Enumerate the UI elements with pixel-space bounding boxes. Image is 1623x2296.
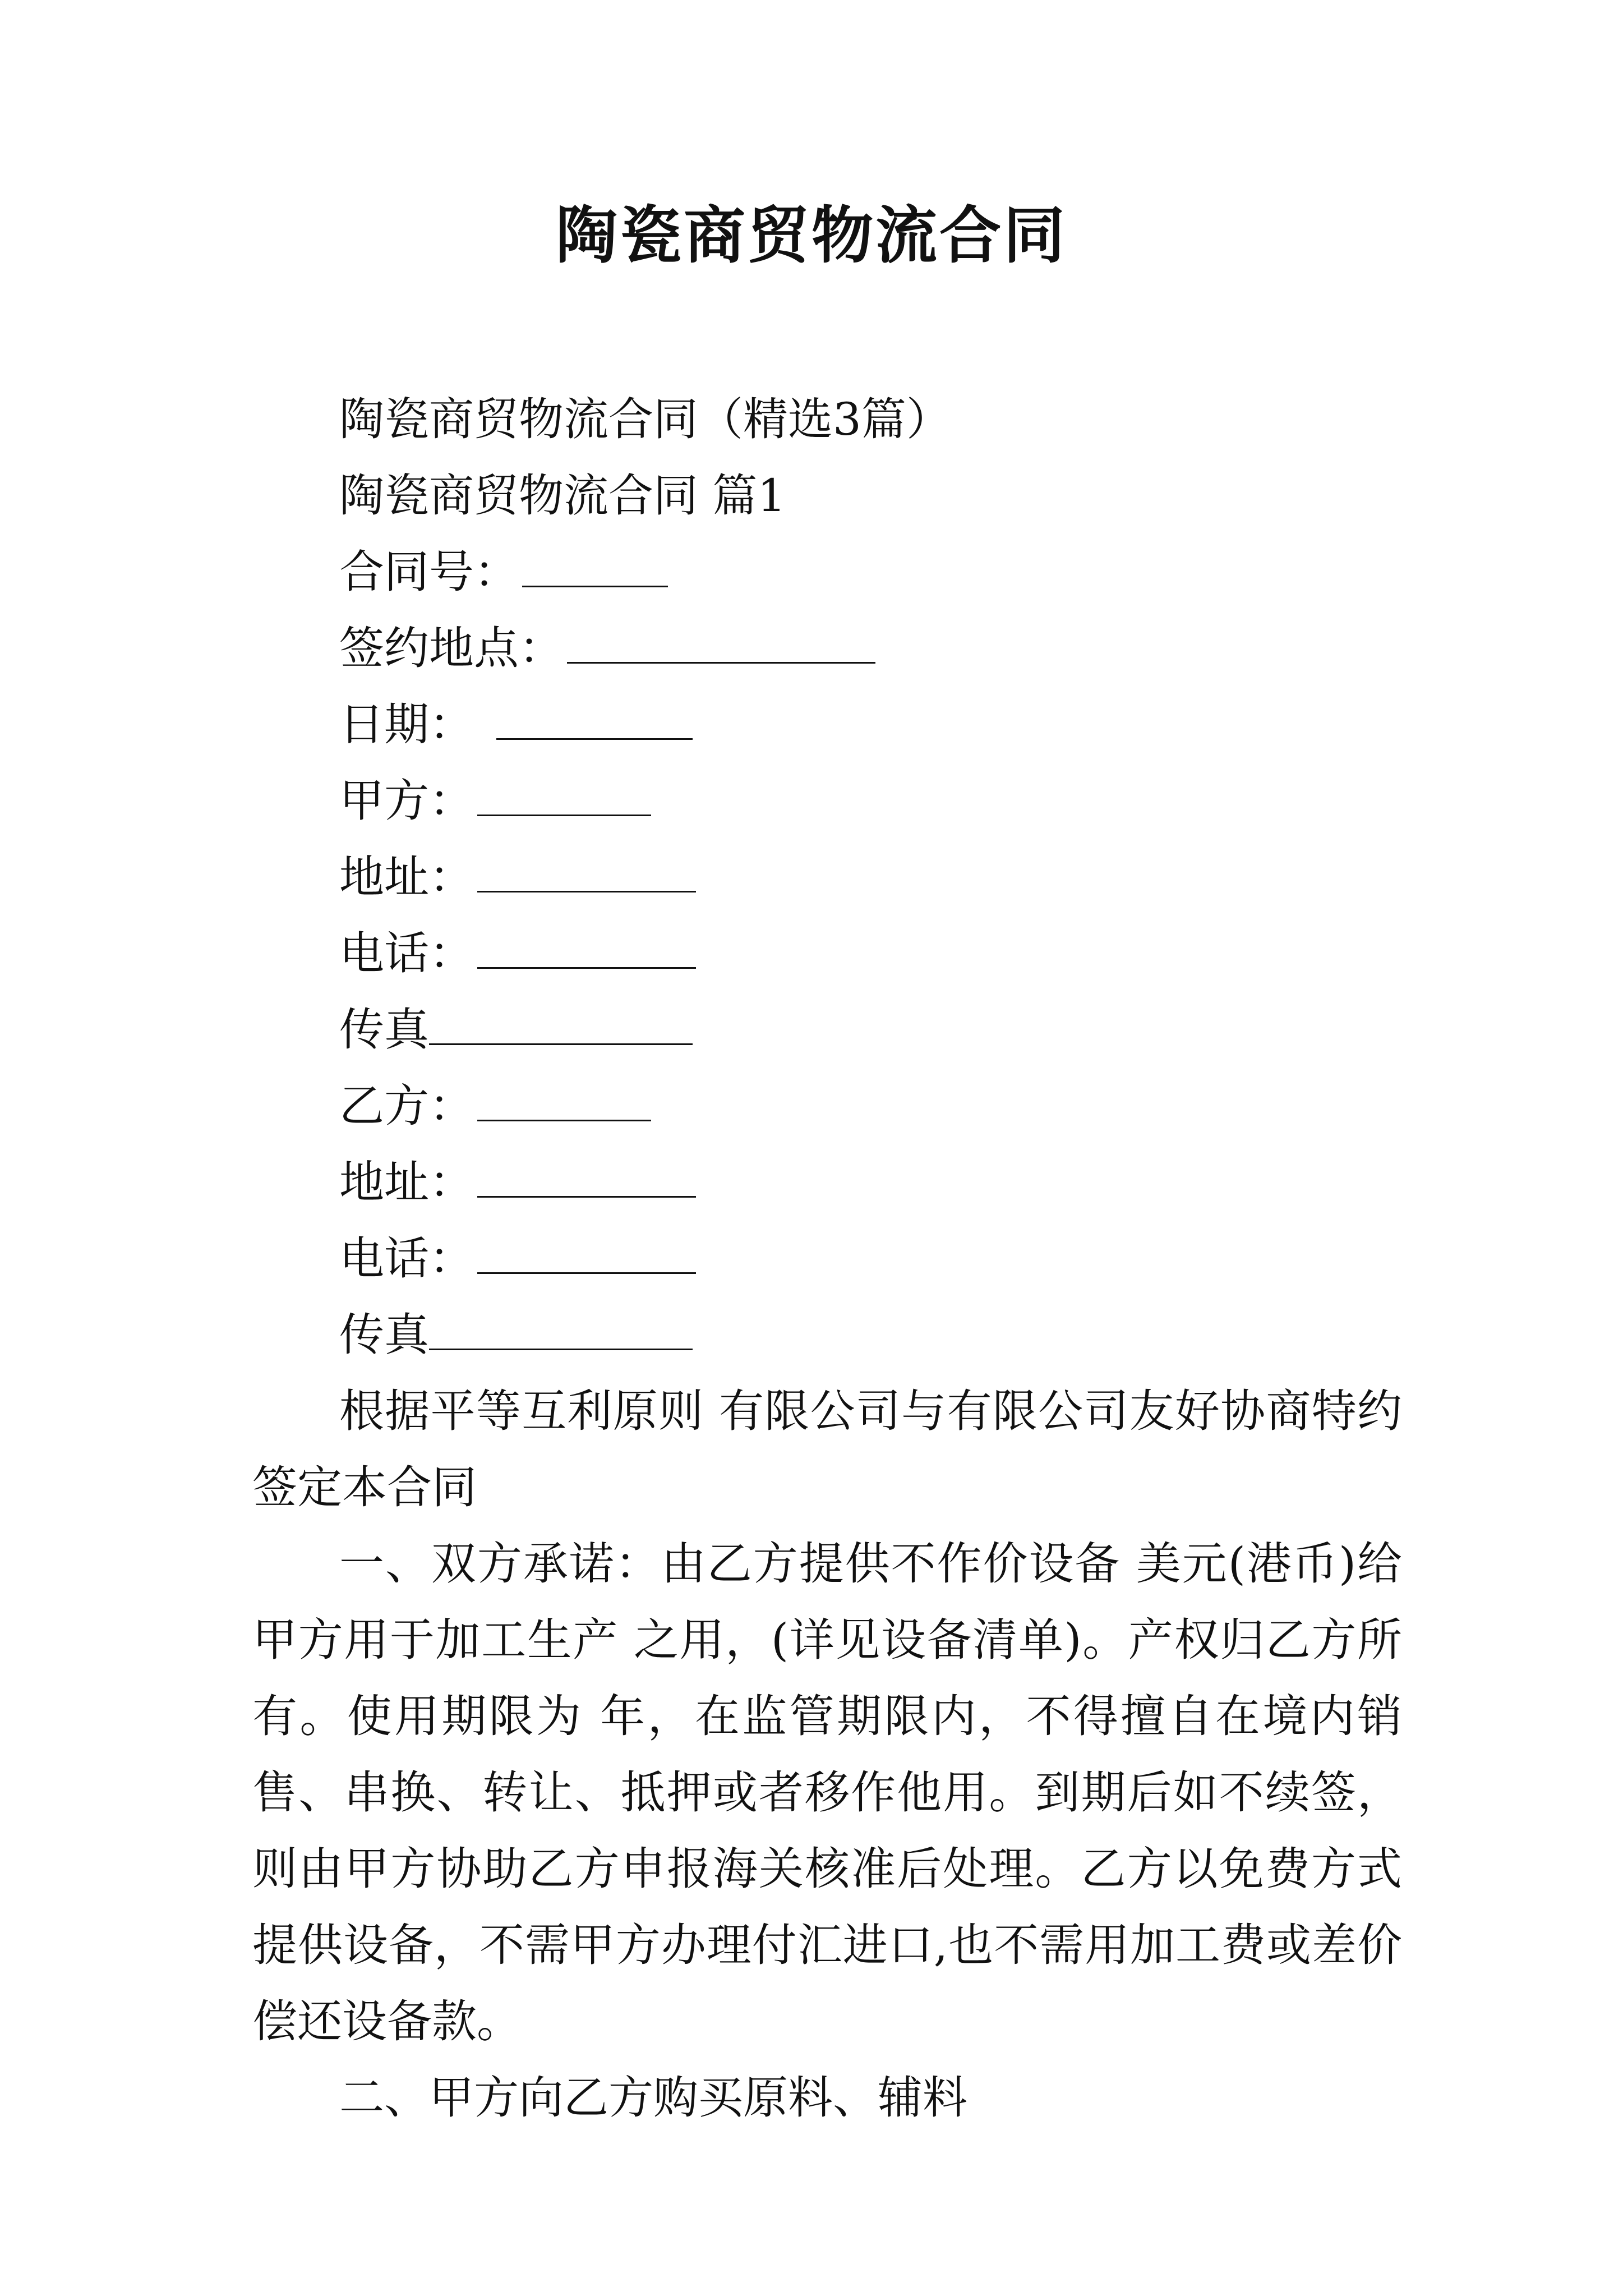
- party-b-address-label: 地址：: [339, 1156, 474, 1208]
- party-b-address-blank: [477, 1190, 696, 1198]
- section-heading: [252, 458, 1402, 534]
- party-b-blank: [477, 1114, 651, 1121]
- clause-2-paragraph: 二、甲方向乙方购买原料、辅料: [339, 2072, 967, 2124]
- party-a-address-label: 地址：: [339, 851, 474, 903]
- date-blank: [496, 733, 693, 740]
- intro-text: 陶瓷商贸物流合同（精选3篇）: [339, 393, 951, 445]
- party-b-phone-label: 电话：: [339, 1232, 474, 1285]
- party-b-fax-label: 传真: [339, 1309, 429, 1361]
- party-a-address-blank: [477, 885, 696, 892]
- party-b-fax-field: [252, 1297, 1402, 1373]
- sign-place-label: 签约地点：: [339, 622, 564, 674]
- party-a-field: [252, 763, 1402, 839]
- contract-number-label: 合同号：: [339, 546, 519, 598]
- party-b-address-field: [252, 1144, 1402, 1221]
- party-b-phone-field: [252, 1221, 1402, 1297]
- party-a-fax-blank: [429, 1038, 693, 1045]
- party-a-fax-field: [252, 992, 1402, 1068]
- party-b-fax-blank: [429, 1343, 693, 1350]
- party-b-phone-blank: [477, 1267, 696, 1274]
- clause-1-paragraph: 一、双方承诺：由乙方提供不作价设备 美元(港币)给甲方用于加工生产 之用，(详见设备清单)。产权归乙方所有。使用期限为 年，在监管期限内，不得擅自在境内销售、串换、转让、抵押或者移作他用。到期后如不续签，则由甲方协助乙方申报海关核准后处理。乙方以免费方式提供设备，不需甲方办理付汇进口,也不需用加工费或差价偿还设备款。: [252, 1538, 1402, 2047]
- party-a-phone-blank: [477, 961, 696, 969]
- intro-line: [252, 381, 1402, 458]
- contract-number-field: [252, 534, 1402, 610]
- party-a-blank: [477, 809, 651, 816]
- contract-number-blank: [522, 580, 668, 587]
- preamble-paragraph: 根据平等互利原则 有限公司与有限公司友好协商特约签定本合同: [252, 1385, 1402, 1513]
- sign-place-field: [252, 610, 1402, 687]
- sign-place-blank: [567, 656, 875, 664]
- document-title: 陶瓷商贸物流合同: [556, 199, 1067, 272]
- party-b-field: [252, 1068, 1402, 1144]
- date-field: [252, 687, 1402, 763]
- party-a-phone-field: [252, 915, 1402, 992]
- date-label: 日期：: [339, 698, 474, 751]
- document-body: [252, 381, 1402, 2136]
- party-a-address-field: [252, 839, 1402, 915]
- section-heading-text: 陶瓷商贸物流合同 篇1: [339, 470, 786, 522]
- party-a-fax-label: 传真: [339, 1004, 429, 1056]
- party-a-label: 甲方：: [339, 775, 474, 827]
- party-b-label: 乙方：: [339, 1080, 474, 1132]
- party-a-phone-label: 电话：: [339, 927, 474, 979]
